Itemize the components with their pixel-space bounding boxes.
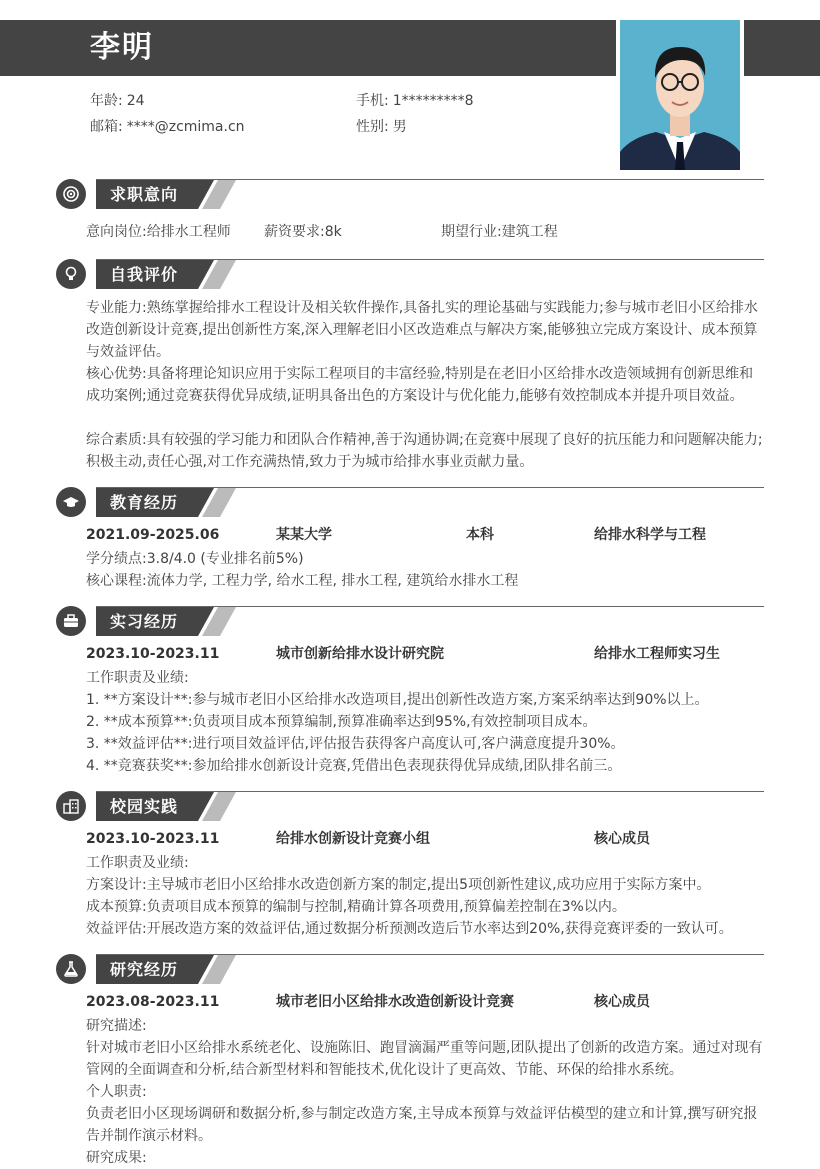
section-title: 研究经历 (110, 960, 179, 979)
phone-field (356, 92, 474, 110)
self-eval-strengths: 核心优势:具备将理论知识应用于实际工程项目的丰富经验,特别是在老旧小区给排水改造领域拥有创新思维和成功案例;通过竞赛获得优异成绩,证明具备出色的方案设计与优化能力,能够有效控制成本并提升项目效益。 (86, 366, 754, 404)
email-field (90, 118, 245, 136)
email-value: ****@zcmima.cn (126, 119, 245, 135)
gender-value: 男 (392, 119, 407, 135)
age-value: 24 (126, 93, 145, 109)
phone-value: 1*********8 (392, 93, 474, 109)
education-degree: 本科 (466, 527, 494, 543)
education-courses: 核心课程:流体力学, 工程力学, 给水工程, 排水工程, 建筑给水排水工程 (86, 573, 519, 589)
internship-role: 给排水工程师实习生 (594, 646, 720, 662)
research-duty: 负责老旧小区现场调研和数据分析,参与制定改造方案,主导成本预算与效益评估模型的建立和计算,撰写研究报告并制作演示材料。 (86, 1106, 758, 1144)
research-desc: 针对城市老旧小区给排水系统老化、设施陈旧、跑冒滴漏严重等问题,团队提出了创新的改造方案。通过对现有管网的全面调查和分析,结合新型材料和智能技术,优化设计了更高效、节能、环保的给排水系统。 (86, 1040, 763, 1078)
candidate-name: 李明 (90, 30, 154, 65)
education-gpa: 学分绩点:3.8/4.0 (专业排名前5%) (86, 551, 304, 567)
section-title: 实习经历 (110, 612, 179, 631)
intended-position: 意向岗位:给排水工程师 (86, 224, 231, 240)
list-item: 2. **成本预算**:负责项目成本预算编制,预算准确率达到95%,有效控制项目成本。 (86, 714, 597, 730)
education-period: 2021.09-2025.06 (86, 527, 220, 543)
briefcase-icon (56, 606, 86, 636)
internship-period: 2023.10-2023.11 (86, 646, 220, 662)
research-duty-label: 个人职责: (86, 1084, 147, 1100)
self-eval-professional: 专业能力:熟练掌握给排水工程设计及相关软件操作,具备扎实的理论基础与实践能力;参与城市老旧小区给排水改造创新设计竞赛,提出创新性方案,深入理解老旧小区改造难点与解决方案,能够独立完成方案设计、成本预算与效益评估。 (86, 300, 758, 360)
campus-duties-label: 工作职责及业绩: (86, 855, 189, 871)
list-item: 4. **竞赛获奖**:参加给排水创新设计竞赛,凭借出色表现获得优异成绩,团队排名前三。 (86, 758, 622, 774)
graduation-cap-icon (56, 487, 86, 517)
list-item: 成本预算:负责项目成本预算的编制与控制,精确计算各项费用,预算偏差控制在3%以内。 (86, 899, 626, 915)
age-label: 年龄: (90, 93, 123, 109)
list-item: 效益评估:开展改造方案的效益评估,通过数据分析预测改造后节水率达到20%,获得竞赛评委的一致认可。 (86, 921, 733, 937)
lightbulb-icon (56, 259, 86, 289)
education-school: 某某大学 (276, 527, 332, 543)
internship-duties-label: 工作职责及业绩: (86, 670, 189, 686)
building-icon (56, 791, 86, 821)
flask-icon (56, 954, 86, 984)
section-title: 求职意向 (110, 185, 179, 204)
section-title: 自我评价 (110, 265, 179, 284)
target-icon (56, 179, 86, 209)
expected-industry: 期望行业:建筑工程 (441, 224, 558, 240)
gender-label: 性别: (356, 119, 389, 135)
phone-label: 手机: (356, 93, 389, 109)
campus-period: 2023.10-2023.11 (86, 831, 220, 847)
section-title: 校园实践 (110, 797, 179, 816)
list-item: 1. **方案设计**:参与城市老旧小区给排水改造项目,提出创新性改造方案,方案采纳率达到90%以上。 (86, 692, 709, 708)
gender-field (356, 118, 407, 136)
research-project: 城市老旧小区给排水改造创新设计竞赛 (276, 994, 514, 1010)
internship-org: 城市创新给排水设计研究院 (276, 646, 444, 662)
list-item: 方案设计:主导城市老旧小区给排水改造创新方案的制定,提出5项创新性建议,成功应用于实际方案中。 (86, 877, 711, 893)
campus-org: 给排水创新设计竞赛小组 (276, 831, 430, 847)
list-item: 3. **效益评估**:进行项目效益评估,评估报告获得客户高度认可,客户满意度提升30%。 (86, 736, 625, 752)
profile-photo (620, 20, 740, 170)
research-result-label: 研究成果: (86, 1150, 147, 1166)
campus-role: 核心成员 (594, 831, 650, 847)
research-desc-label: 研究描述: (86, 1018, 147, 1034)
salary-expectation: 薪资要求:8k (264, 224, 342, 240)
research-role: 核心成员 (594, 994, 650, 1010)
education-major: 给排水科学与工程 (594, 527, 706, 543)
research-period: 2023.08-2023.11 (86, 994, 220, 1010)
header-bar-right (744, 20, 820, 76)
email-label: 邮箱: (90, 119, 123, 135)
section-title: 教育经历 (110, 493, 179, 512)
job-intent-details (86, 221, 766, 243)
age-field (90, 92, 145, 110)
self-eval-qualities: 综合素质:具有较强的学习能力和团队合作精神,善于沟通协调;在竞赛中展现了良好的抗压能力和问题解决能力;积极主动,责任心强,对工作充满热情,致力于为城市给排水事业贡献力量。 (86, 432, 763, 470)
